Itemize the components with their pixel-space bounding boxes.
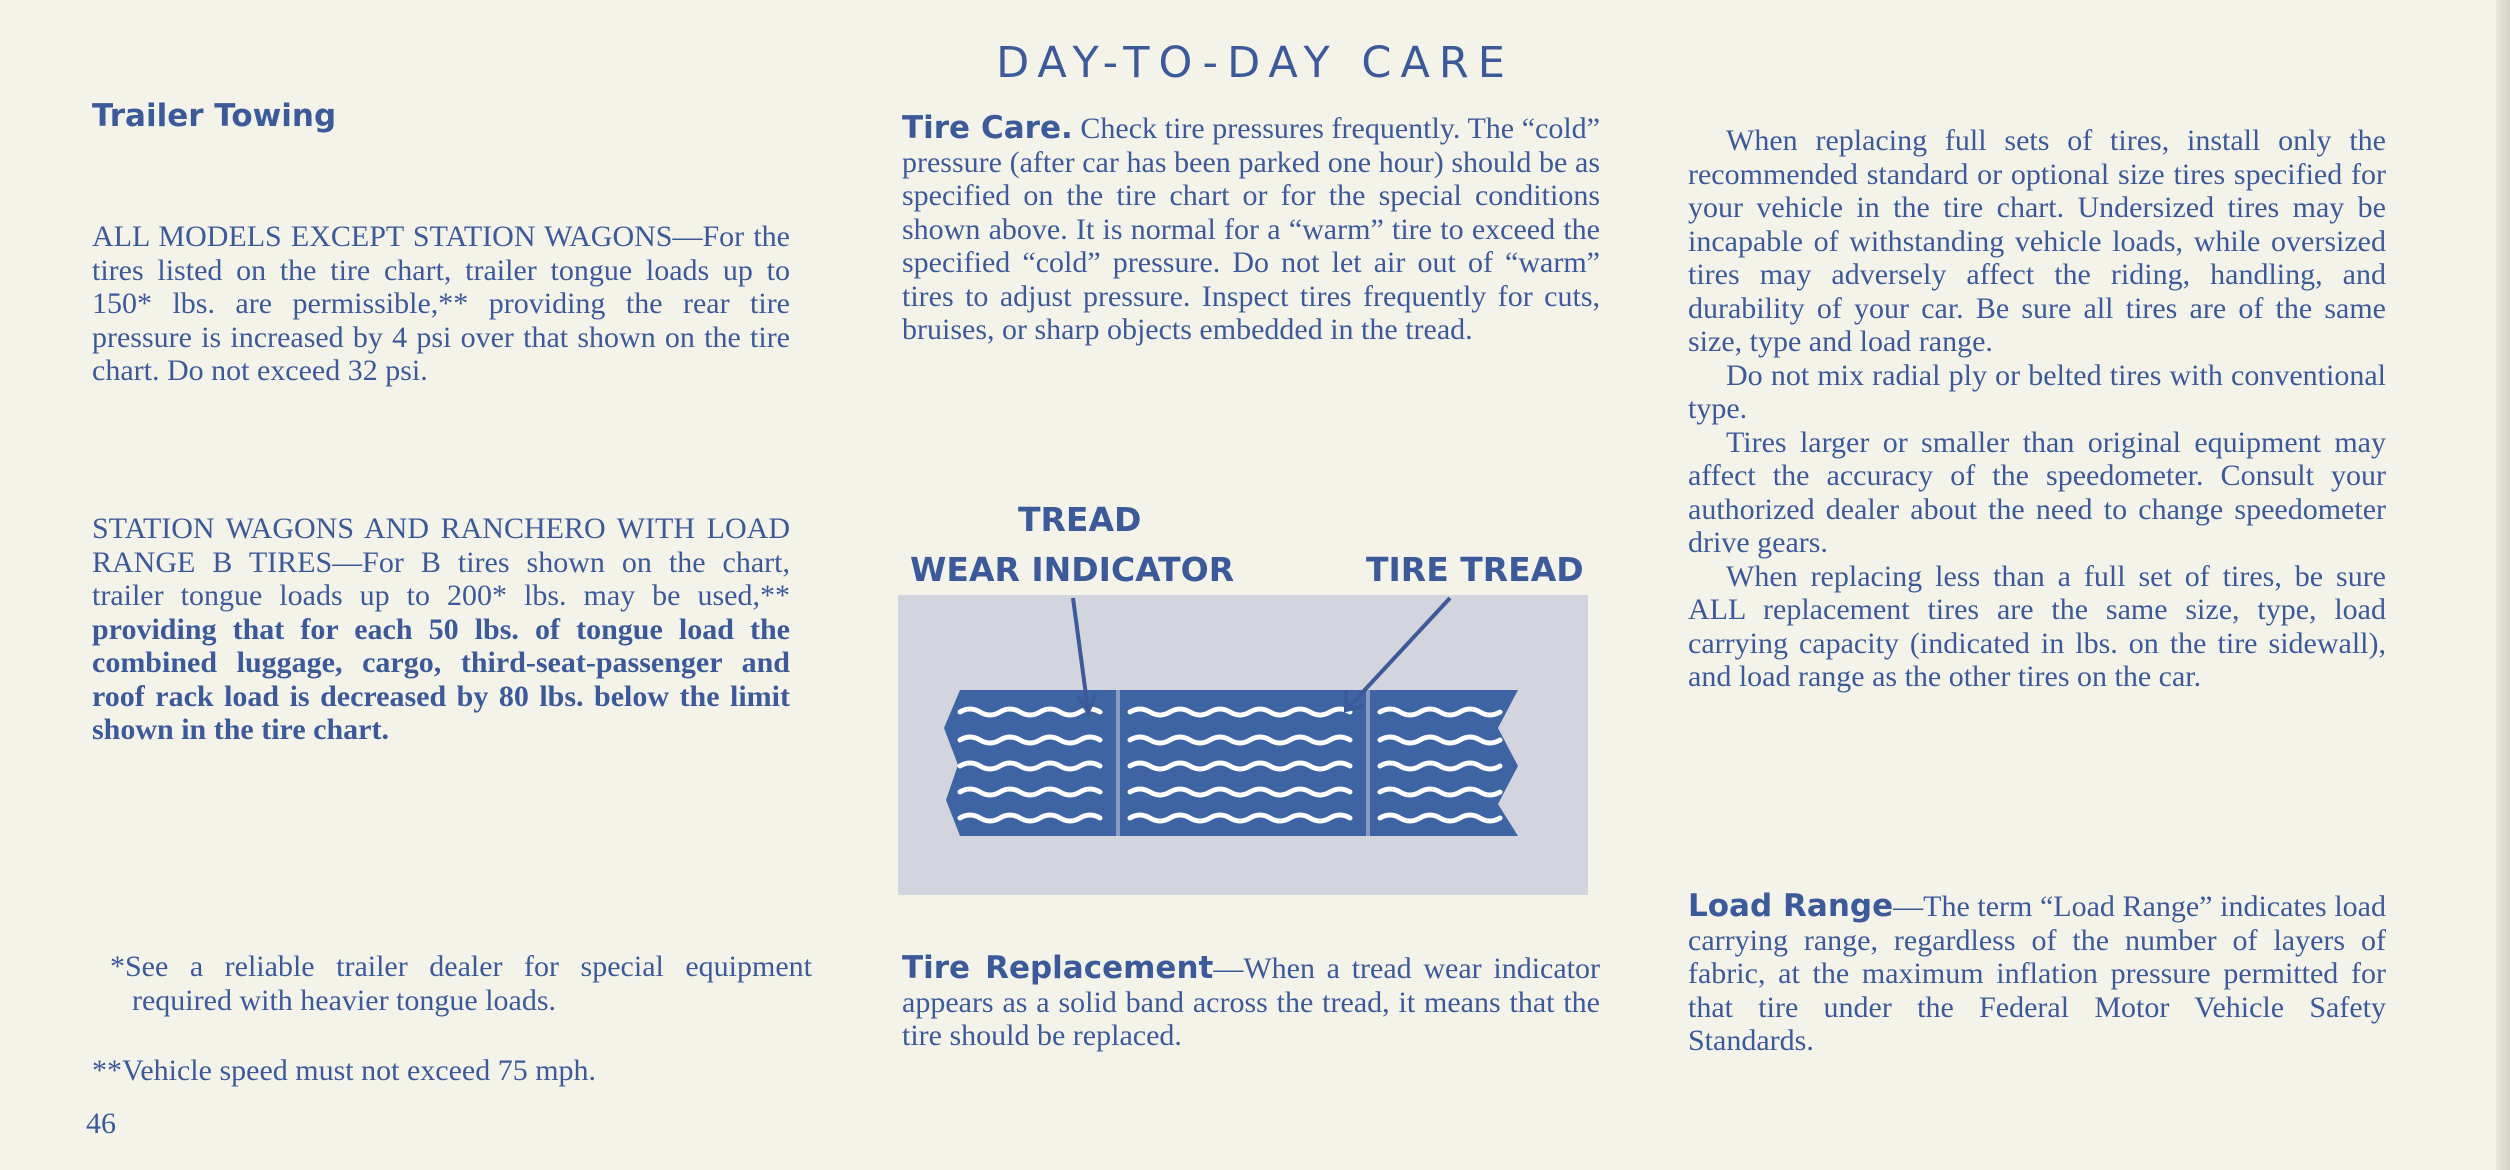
all-models-text: —For the tires listed on the tire chart, trailer tongue loads up to 150* lbs. are permissible,** providing the rear tire pressure is increased by 4 psi over that shown on the tire chart. Do not exceed 32 psi. [92, 220, 790, 387]
load-range-heading: Load Range [1688, 888, 1894, 924]
tire-tread-label: TIRE TREAD [1366, 550, 1584, 589]
tire-care-heading: Tire Care. [902, 110, 1073, 146]
footnote-1: *See a reliable trailer dealer for special equipment required with heavier tongue loads. [110, 950, 812, 1017]
partial-set-paragraph: When replacing less than a full set of tires, be sure ALL replacement tires are the same size, type, load carrying capacity (indicated in lbs. on the tire sidewall), and load range as the other tires on the car. [1688, 559, 2386, 693]
footnote-2: **Vehicle speed must not exceed 75 mph. [92, 1054, 597, 1087]
tire-care-text: Check tire pressures frequently. The “cold” pressure (after car has been parked one hour) should be as specified on the tire chart or for the special conditions shown above. It is normal for a “warm” tire to exceed the specified “cold” pressure. Do not let air out of “warm” tires to adjust pressure. Inspect tires frequently for cuts, bruises, or sharp objects embedded in the tread. [902, 112, 1600, 346]
tire-replacement-heading: Tire Replacement [902, 950, 1214, 986]
tread-wear-diagram [898, 500, 1588, 900]
station-wagons-text: —For B tires shown on the chart, trailer tongue loads up to 200* lbs. may be used,** [92, 545, 790, 612]
tire-care-paragraph [902, 112, 1600, 347]
full-set-paragraph: When replacing full sets of tires, install only the recommended standard or optional size tires specified for your vehicle in the tire chart. Undersized tires may be incapable of withstanding vehicle loads, while oversized tires may adversely affect the riding, handling, and durability of your car. Be sure all tires are of the same size, type and load range. [1688, 124, 2386, 358]
page-header: DAY-TO-DAY CARE [996, 38, 1514, 88]
all-models-paragraph [92, 220, 790, 388]
tire-replacement-text: —When a tread wear indicator appears as a solid band across the tread, it means that the tire should be replaced. [902, 952, 1600, 1052]
tire-replacement-paragraph [902, 952, 1600, 1053]
load-range-paragraph [1688, 890, 2386, 1058]
radial-mix-paragraph: Do not mix radial ply or belted tires with conventional type. [1688, 358, 2386, 425]
page-edge [2496, 0, 2510, 1170]
trailer-towing-heading: Trailer Towing [92, 98, 337, 134]
station-wagons-paragraph [92, 512, 790, 747]
tire-tread-diagram-icon [898, 500, 1588, 900]
all-models-lead: ALL MODELS EXCEPT STATION WAGONS [92, 220, 673, 253]
page-number: 46 [86, 1107, 116, 1140]
speedometer-paragraph: Tires larger or smaller than original equipment may affect the accuracy of the speedometer. Consult your authorized dealer about the need to change speedometer drive gears. [1688, 425, 2386, 559]
right-column-text [1688, 124, 2386, 694]
tread-label: TREAD [1018, 500, 1142, 539]
station-wagons-lead: STATION WAGONS AND RANCHERO WITH LOAD RANGE B TIRES [92, 512, 790, 579]
station-wagons-bold-text: providing that for each 50 lbs. of tongue load the combined luggage, cargo, third-seat-passenger and roof rack load is decreased by 80 lbs. below the limit shown in the tire chart. [92, 612, 790, 746]
load-range-text: —The term “Load Range” indicates load carrying range, regardless of the number of layers of fabric, at the maximum inflation pressure permitted for that tire under the Federal Motor Vehicle Safety Standards. [1688, 890, 2386, 1057]
wear-indicator-label: WEAR INDICATOR [910, 550, 1235, 589]
